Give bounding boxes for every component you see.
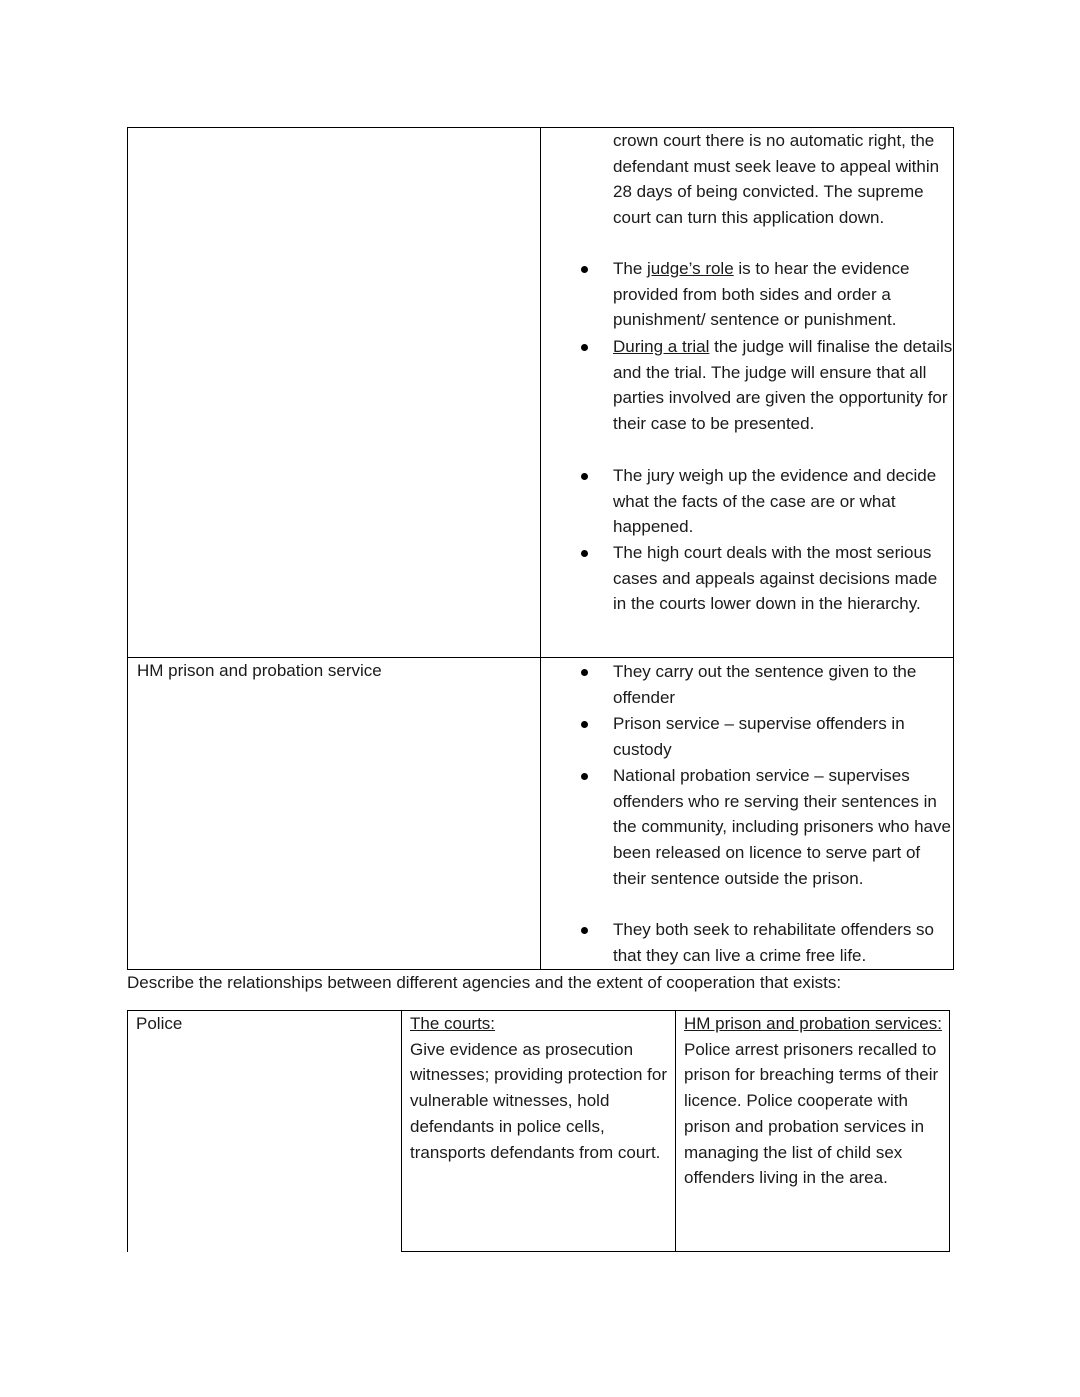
prison-probation-body: Police arrest prisoners recalled to prison for breaching terms of their licence. Police cooperate with prison and probation services in managing the list of child sex offenders living in the area. [684, 1039, 939, 1188]
bullet-icon [581, 473, 588, 480]
high-court-bullet: The high court deals with the most serious cases and appeals against decisions made in the courts lower down in the hierarchy. [613, 543, 938, 614]
bullet-icon [581, 344, 588, 351]
bullet-icon [581, 927, 588, 934]
prison-service-bullet: Prison service – supervise offenders in custody [613, 714, 905, 759]
sentence-bullet: They carry out the sentence given to the offender [613, 662, 917, 707]
table-border [953, 127, 954, 970]
prison-probation-heading: HM prison and probation services: [684, 1014, 942, 1033]
courts-heading: The courts: [410, 1014, 496, 1033]
bullet-icon [581, 669, 588, 676]
bullet-icon [581, 773, 588, 780]
table-border [675, 1010, 676, 1252]
rehabilitate-bullet: They both seek to rehabilitate offenders so that they can live a crime free life. [613, 920, 934, 965]
table-border [401, 1010, 402, 1252]
jury-bullet: The jury weigh up the evidence and decide what the facts of the case are or what happened. [613, 466, 937, 537]
police-label: Police [136, 1014, 183, 1033]
courts-continuation-text: crown court there is no automatic right, the defendant must seek leave to appeal within 28 days of being convicted. The supreme court can turn this application down. [613, 131, 940, 228]
bullet-icon [581, 721, 588, 728]
courts-cell [410, 1011, 672, 1165]
prison-probation-cell [684, 1011, 946, 1191]
row-label-prison-probation: HM prison and probation service [137, 661, 382, 680]
bullet-icon [581, 266, 588, 273]
relationships-question: Describe the relationships between different agencies and the extent of cooperation that exists: [127, 973, 842, 992]
judge-role-term: judge’s role [647, 259, 734, 278]
bullet-icon [581, 550, 588, 557]
judge-role-bullet: The judge’s role is to hear the evidence provided from both sides and order a punishment/ sentence or punishment. [613, 259, 910, 330]
table-border [127, 127, 128, 970]
table-border [949, 1010, 950, 1252]
table-border [540, 127, 541, 970]
table-border [127, 1010, 128, 1252]
during-trial-bullet: During a trial the judge will finalise the details and the trial. The judge will ensure that all parties involved are given the opportunity for their case to be presented. [613, 337, 953, 434]
probation-service-bullet: National probation service – supervises offenders who re serving their sentences in the community, including prisoners who have been released on licence to serve part of their sentence outside the prison. [613, 766, 951, 888]
during-trial-term: During a trial [613, 337, 710, 356]
table-border [401, 1251, 950, 1252]
courts-body: Give evidence as prosecution witnesses; providing protection for vulnerable witnesses, hold defendants in police cells, transports defendants from court. [410, 1039, 668, 1162]
